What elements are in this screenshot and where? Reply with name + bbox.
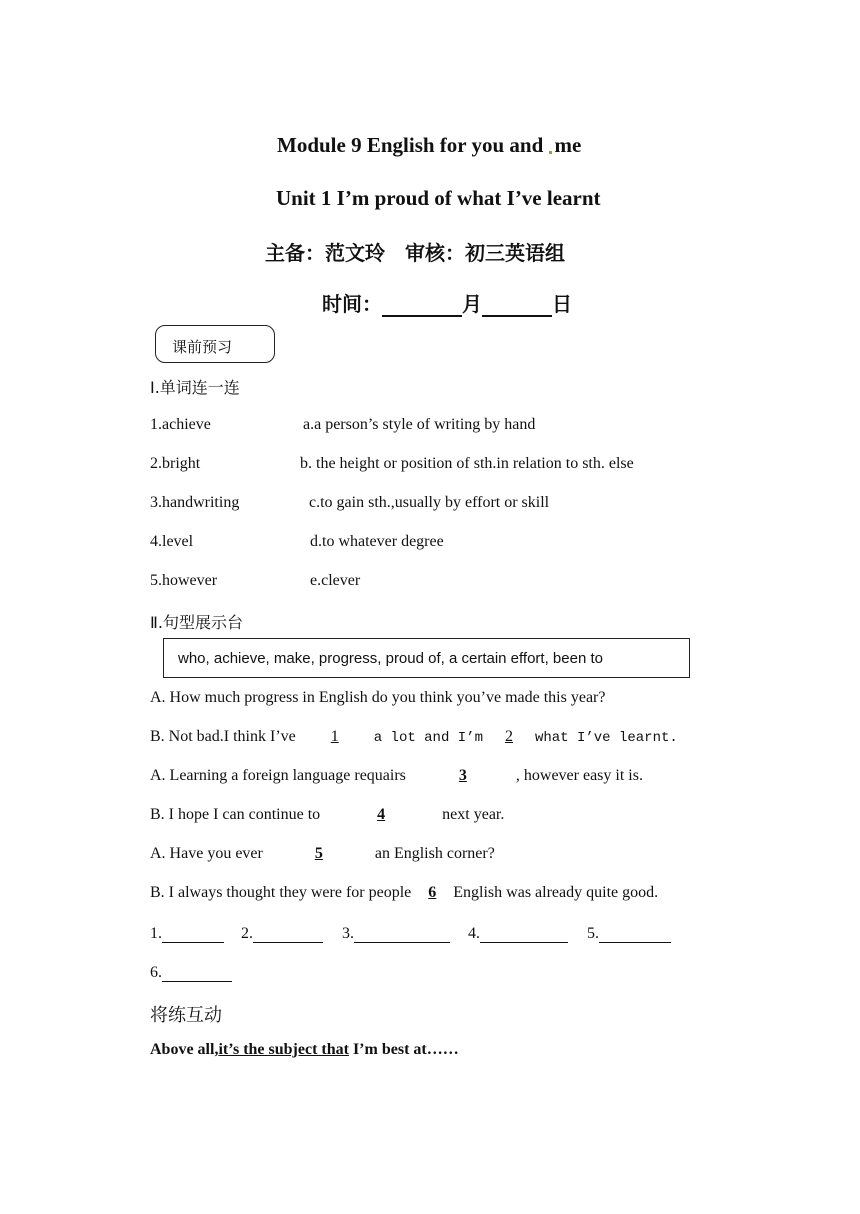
line5-prefix: A. Have you ever (150, 845, 267, 862)
module-title-me: me (554, 133, 582, 157)
answer-5-label: 5. (587, 925, 599, 942)
marker-dot (549, 151, 552, 154)
answer-6 (150, 964, 232, 982)
dialog-line-1: A. How much progress in English do you think you’ve made this year? (150, 689, 606, 706)
answer-5-blank[interactable] (599, 926, 671, 943)
key-sentence-prefix: Above all, (150, 1041, 219, 1058)
answer-2-blank[interactable] (253, 926, 323, 943)
answer-4-label: 4. (468, 925, 480, 942)
dialog-line-2 (150, 728, 678, 746)
section1-heading: Ⅰ.单词连一连 (150, 378, 240, 397)
module-title-text: Module 9 English for you and (277, 133, 544, 157)
word-4: 4.level (150, 533, 194, 550)
word-bank: who, achieve, make, progress, proud of, a certain effort, been to (178, 650, 603, 667)
answer-4-blank[interactable] (480, 926, 568, 943)
word-5: 5.however (150, 572, 218, 589)
dialog-line-4 (150, 806, 504, 824)
module-title (277, 133, 581, 158)
meaning-b: b. the height or position of sth.in relation to sth. else (300, 455, 634, 472)
answer-4 (468, 925, 568, 943)
blank-6[interactable]: 6 (428, 884, 437, 901)
blank-3[interactable]: 3 (458, 767, 467, 784)
meaning-a: a.a person’s style of writing by hand (303, 416, 536, 433)
day-label: 日 (552, 292, 572, 316)
line2-middle: a lot and I’m (373, 730, 483, 746)
answer-3-label: 3. (342, 925, 354, 942)
meaning-d: d.to whatever degree (310, 533, 444, 550)
blank-4[interactable]: 4 (377, 806, 386, 823)
key-sentence (150, 1041, 459, 1059)
meaning-e: e.clever (310, 572, 361, 589)
answer-3 (342, 925, 450, 943)
line3-end: , however easy it is. (515, 767, 643, 784)
preview-label: 课前预习 (172, 338, 233, 356)
line6-prefix: B. I always thought they were for people (150, 884, 416, 901)
key-sentence-underlined: it’s the subject that (218, 1041, 349, 1058)
blank-5[interactable]: 5 (314, 845, 323, 862)
answer-1-blank[interactable] (162, 926, 224, 943)
month-blank[interactable] (382, 295, 462, 317)
day-blank[interactable] (482, 295, 552, 317)
answer-5 (587, 925, 671, 943)
month-label: 月 (462, 292, 482, 316)
answer-3-blank[interactable] (354, 926, 450, 943)
line6-end: English was already quite good. (449, 884, 659, 901)
word-1: 1.achieve (150, 416, 211, 433)
line4-prefix: B. I hope I can continue to (150, 806, 325, 823)
time-label: 时间： (322, 292, 382, 316)
blank-2[interactable]: 2 (504, 728, 513, 745)
answer-1-label: 1. (150, 925, 162, 942)
answer-2-label: 2. (241, 925, 253, 942)
key-sentence-end: I’m best at…… (348, 1041, 459, 1058)
line3-prefix: A. Learning a foreign language requairs (150, 767, 410, 784)
line4-end: next year. (438, 806, 505, 823)
word-2: 2.bright (150, 455, 201, 472)
line2-end: what I’ve learnt. (534, 730, 678, 746)
unit-title: Unit 1 I’m proud of what I’ve learnt (276, 186, 601, 210)
meaning-c: c.to gain sth.,usually by effort or skill (309, 494, 550, 511)
word-3: 3.handwriting (150, 494, 240, 511)
section3-heading: 将练互动 (150, 1005, 222, 1026)
time-line (322, 288, 572, 317)
dialog-line-5 (150, 845, 495, 863)
authors-line: 主备：范文玲 审核：初三英语组 (265, 241, 565, 265)
answer-6-blank[interactable] (162, 965, 232, 982)
dialog-line-3 (150, 767, 643, 785)
section2-heading: Ⅱ.句型展示台 (150, 613, 243, 632)
line2-prefix: B. Not bad.I think I’ve (150, 728, 296, 745)
answer-2 (241, 925, 323, 943)
answer-1 (150, 925, 224, 943)
line5-end: an English corner? (370, 845, 495, 862)
blank-1[interactable]: 1 (330, 728, 339, 745)
answer-6-label: 6. (150, 964, 162, 981)
dialog-line-6 (150, 884, 658, 902)
